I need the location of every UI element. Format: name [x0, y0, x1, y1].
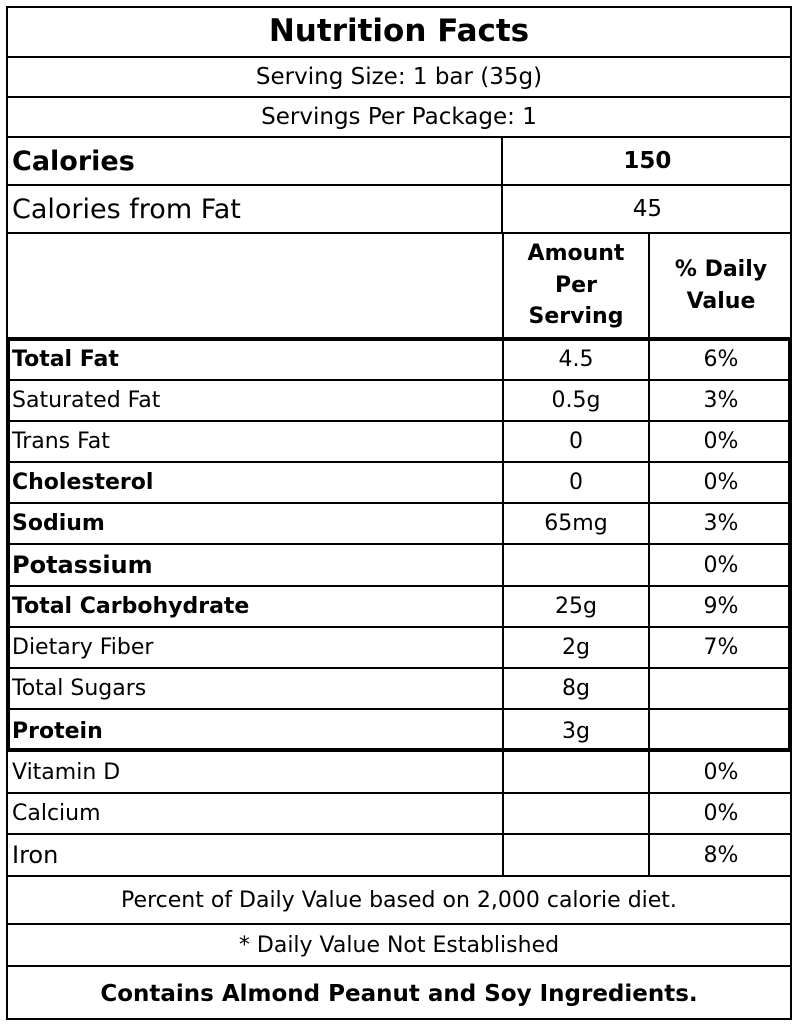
nutrient-amount: 2g: [562, 635, 590, 660]
serving-size-row: [6, 58, 792, 98]
vitamin-row-vitamin-d: [6, 752, 792, 794]
nutrient-name: Potassium: [12, 551, 153, 579]
vitamin-name: Iron: [12, 841, 59, 869]
footnote-percent: Percent of Daily Value based on 2,000 calorie diet.: [121, 887, 677, 913]
footnote-not-established-row: [6, 925, 792, 967]
title-row: [6, 6, 792, 58]
vitamin-daily-value: 0%: [703, 759, 739, 785]
daily-value-header: % Daily Value: [674, 256, 768, 314]
nutrient-daily-value: 0%: [703, 552, 739, 578]
vitamin-daily-value: 0%: [703, 801, 739, 826]
allergen-row: [6, 967, 792, 1020]
nutrient-row-protein: [6, 710, 792, 752]
vitamin-name: Vitamin D: [12, 759, 121, 785]
nutrient-row-cholesterol: [6, 463, 792, 504]
vitamin-name: Calcium: [12, 801, 101, 826]
vitamin-row-iron: [6, 835, 792, 877]
nutrient-row-saturated-fat: [6, 381, 792, 422]
calories-label: Calories: [12, 145, 135, 177]
calories-from-fat-value: 45: [632, 196, 663, 222]
vitamin-row-calcium: [6, 794, 792, 835]
nutrient-name: Total Carbohydrate: [12, 594, 250, 619]
nutrient-amount: 65mg: [544, 511, 608, 536]
amount-per-serving-header: Amount Per Serving: [527, 240, 625, 330]
nutrient-name: Total Fat: [12, 346, 119, 372]
nutrient-name: Total Sugars: [12, 676, 147, 701]
column-header-row: [6, 234, 792, 339]
nutrient-amount: 3g: [562, 718, 590, 744]
calories-from-fat-row: [6, 186, 792, 234]
nutrient-row-sodium: [6, 504, 792, 545]
nutrient-daily-value: 3%: [703, 388, 739, 413]
nutrient-amount: 25g: [555, 594, 597, 619]
nutrient-name: Sodium: [12, 511, 105, 536]
nutrient-name: Trans Fat: [12, 429, 110, 454]
nutrient-row-potassium: [6, 545, 792, 587]
calories-value: 150: [623, 148, 672, 174]
nutrient-row-dietary-fiber: [6, 628, 792, 669]
nutrient-daily-value: 7%: [703, 635, 739, 660]
nutrient-row-total-sugars: [6, 669, 792, 710]
nutrient-amount: 0: [569, 470, 583, 495]
nutrient-daily-value: 6%: [703, 346, 739, 372]
calories-from-fat-label: Calories from Fat: [12, 193, 241, 225]
footnote-percent-row: [6, 877, 792, 925]
nutrient-name: Saturated Fat: [12, 388, 161, 413]
nutrient-name: Dietary Fiber: [12, 635, 154, 660]
nutrient-name: Cholesterol: [12, 470, 154, 495]
nutrient-amount: 0: [569, 429, 583, 454]
serving-size: Serving Size: 1 bar (35g): [255, 64, 543, 90]
nutrient-daily-value: 9%: [703, 594, 739, 619]
nutrient-daily-value: 0%: [703, 470, 739, 495]
nutrient-amount: 8g: [562, 676, 590, 701]
calories-row: [6, 138, 792, 186]
nutrient-amount: 4.5: [558, 346, 594, 372]
allergen-statement: Contains Almond Peanut and Soy Ingredients.: [100, 980, 698, 1007]
nutrient-daily-value: 3%: [703, 511, 739, 536]
nutrient-name: Protein: [12, 718, 103, 744]
nutrient-row-total-fat: [6, 339, 792, 381]
servings-per-package: Servings Per Package: 1: [261, 104, 537, 130]
nutrient-row-trans-fat: [6, 422, 792, 463]
servings-per-package-row: [6, 98, 792, 138]
nutrient-amount: 0.5g: [551, 388, 601, 413]
nutrient-daily-value: 0%: [703, 429, 739, 454]
nutrient-row-total-carbohydrate: [6, 587, 792, 628]
vitamin-daily-value: 8%: [703, 842, 739, 868]
footnote-not-established: * Daily Value Not Established: [238, 932, 560, 958]
label-title: Nutrition Facts: [268, 13, 530, 49]
